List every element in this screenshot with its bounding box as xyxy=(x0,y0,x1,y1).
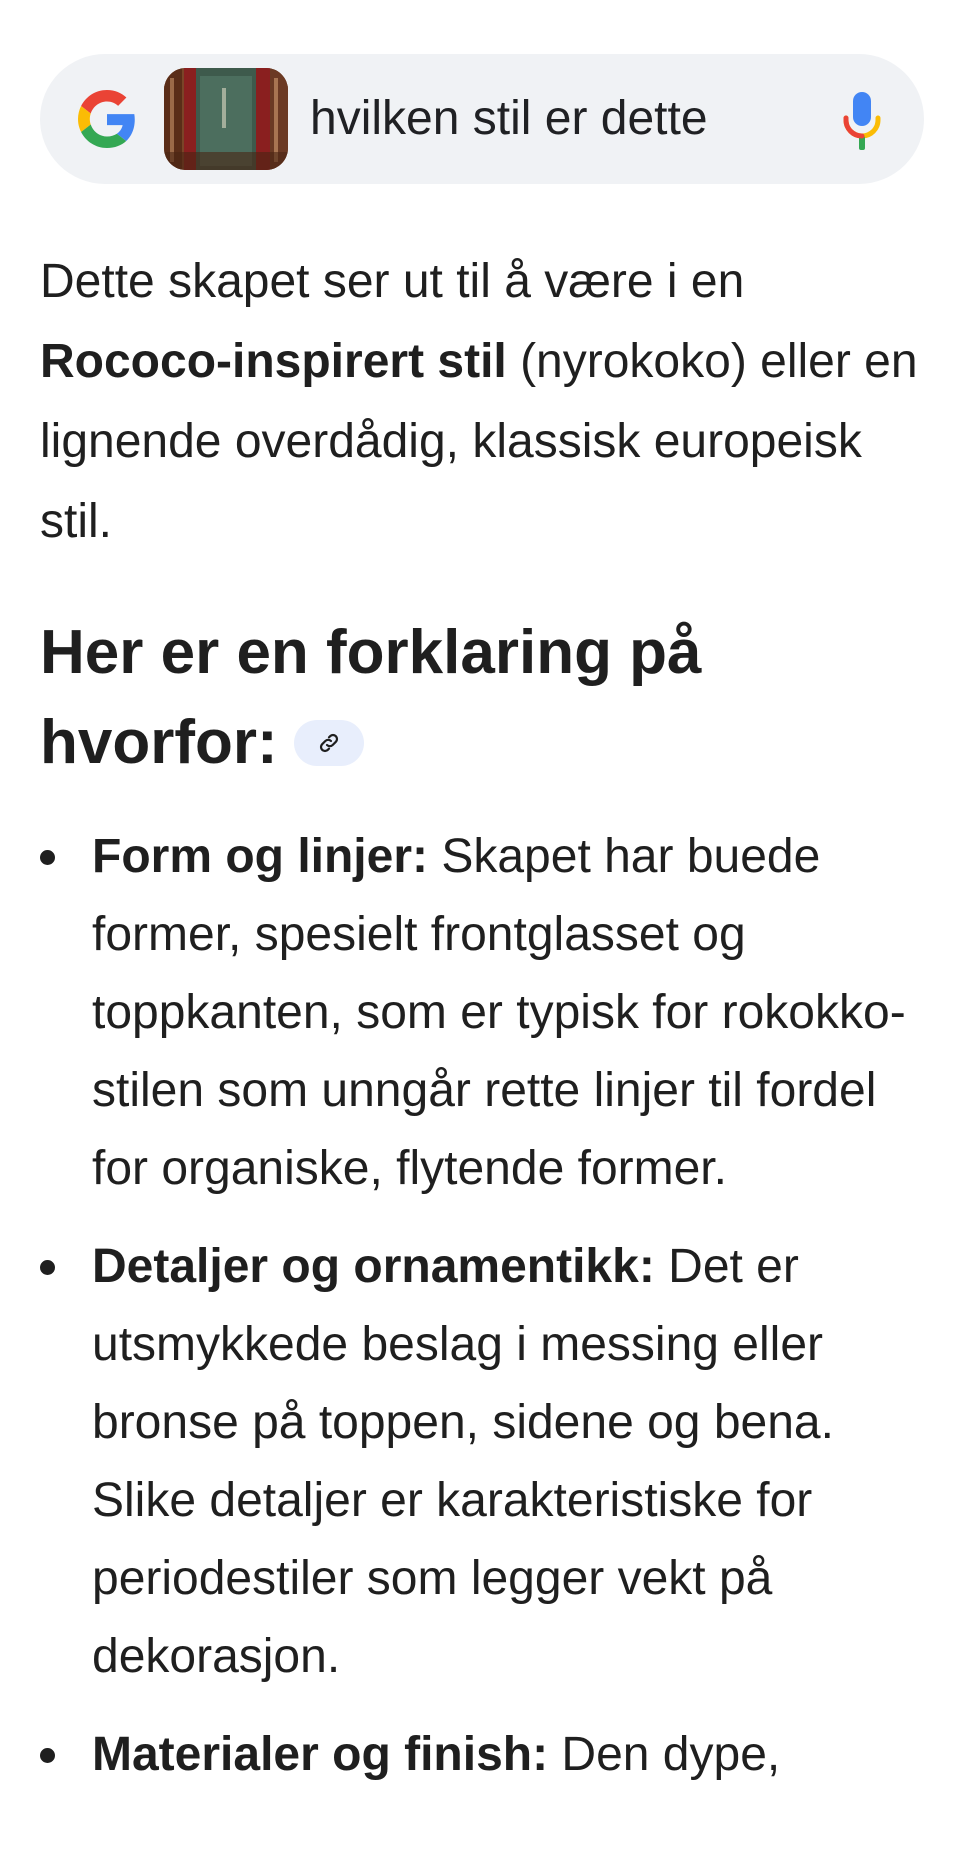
list-item xyxy=(40,1228,920,1696)
answer-intro xyxy=(40,242,920,562)
bullet-title: Detaljer og ornamentikk: xyxy=(92,1240,655,1293)
bullet-dot xyxy=(40,1260,55,1275)
search-bar[interactable] xyxy=(40,54,924,184)
bullet-text: Det er utsmykkede beslag i messing eller bronse på toppen, sidene og bena. Slike detaljer er karakteristiske for periodestiler som legger vekt på dekorasjon. xyxy=(92,1240,834,1683)
bullet-text: Skapet har buede former, spesielt frontglasset og toppkanten, som er typisk for rokokko-stilen som unngår rette linjer til fordel for organiske, flytende former. xyxy=(92,830,906,1195)
answer-content xyxy=(40,242,920,1814)
bullet-title: Materialer og finish: xyxy=(92,1728,549,1781)
search-query[interactable]: hvilken stil er dette xyxy=(310,92,708,145)
bullet-dot xyxy=(40,850,55,865)
bullet-dot xyxy=(40,1748,55,1763)
microphone-icon[interactable] xyxy=(842,92,882,150)
heading-text: Her er en forklaring på hvorfor: xyxy=(40,618,702,777)
bullet-title: Form og linjer: xyxy=(92,830,428,883)
cabinet-photo-thumbnail[interactable] xyxy=(164,68,288,170)
list-item xyxy=(40,818,920,1208)
link-icon xyxy=(317,731,341,755)
explanation-heading xyxy=(40,608,920,788)
google-g-icon[interactable] xyxy=(78,90,136,148)
intro-bold-style: Rococo-inspirert stil xyxy=(40,335,507,388)
list-item xyxy=(40,1716,920,1794)
reasons-list xyxy=(40,818,920,1794)
intro-suffix: (nyrokoko) eller en lignende overdådig, klassisk europeisk stil. xyxy=(40,335,918,548)
intro-prefix: Dette skapet ser ut til å være i en xyxy=(40,255,745,308)
link-chip-button[interactable] xyxy=(294,720,364,766)
bullet-text: Den dype, xyxy=(548,1728,781,1781)
